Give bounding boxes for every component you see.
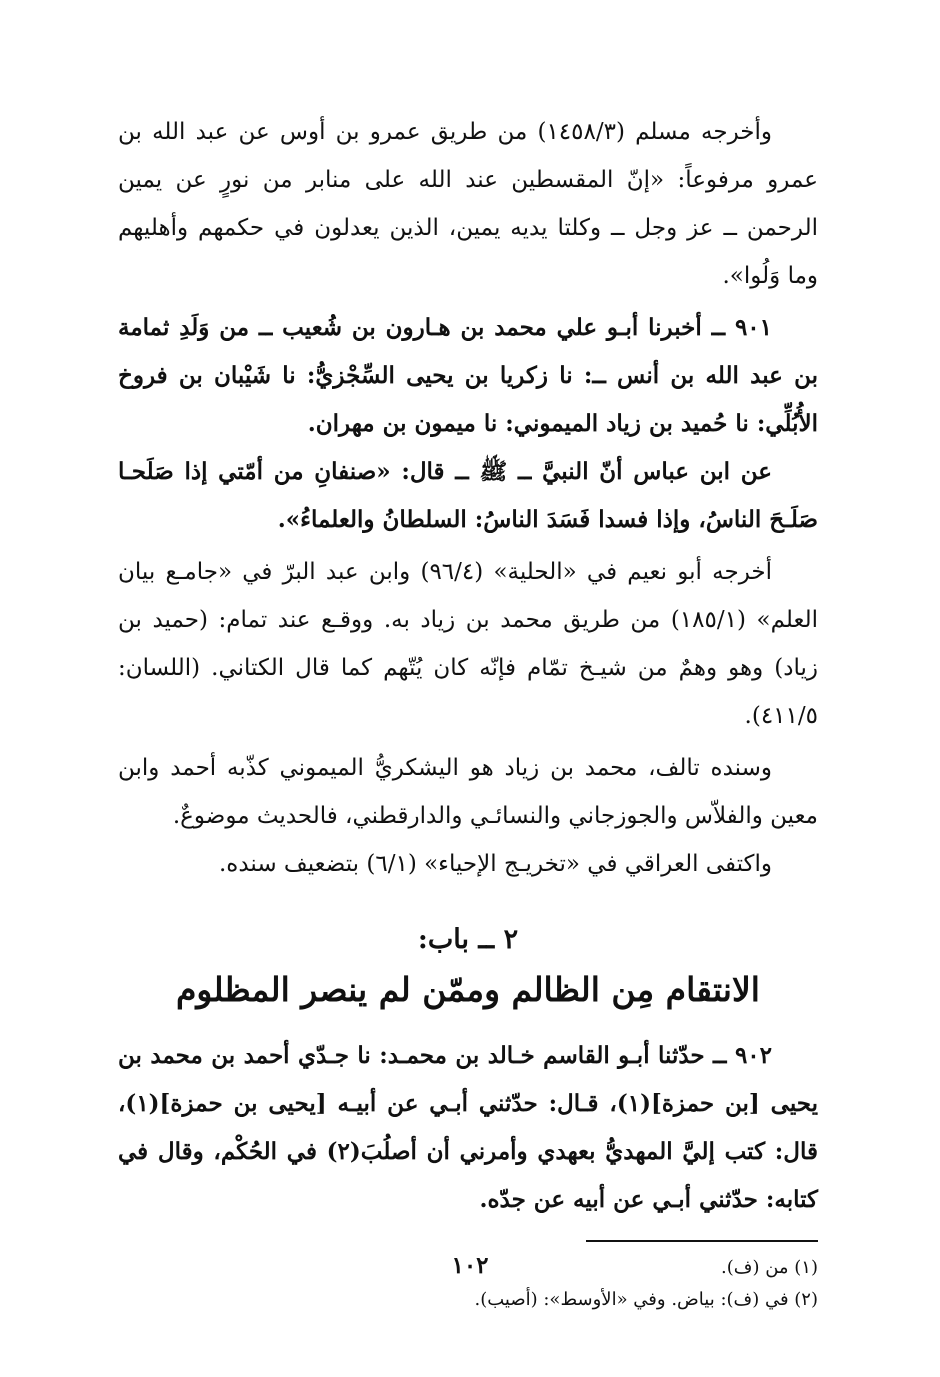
chapter-title: الانتقام مِن الظالم وممّن لم ينصر المظلوم <box>176 970 760 1009</box>
footnote-divider <box>586 1240 818 1242</box>
chapter-number: ٢ ــ باب: <box>417 924 519 955</box>
hadith-901-isnad: ٩٠١ ــ أخبرنا أبـو علي محمد بن هـارون بن شُعيب ــ من وَلَدِ ثمامة بن عبد الله بن أنس ــ: نا زكريا بن يحيى السِّجْزيُّ: نا شَيْبان بن فروخ الأُبُلِّي: نا حُميد بن زياد الميموني: نا ميمون بن مهران. <box>118 314 818 437</box>
paragraph-muslim-takhrij: وأخرجه مسلم (١٤٥٨/٣) من طريق عمرو بن أوس عن عبد الله بن عمرو مرفوعاً: «إنّ المقسطين عند الله على منابر من نورٍ عن يمين الرحمن ــ عز وجل ــ وكلتا يديه يمين، الذين يعدلون في حكمهم وأهليهم وما وَلُوا». <box>118 119 818 289</box>
footnote-1: (١) من (ف). <box>721 1257 818 1278</box>
hadith-901-matn: عن ابن عباس أنّ النبيَّ ــ ﷺ ــ قال: «صنفانِ من أمّتي إذا صَلَحـا صَلَـحَ الناسُ، وإذا فسدا فَسَدَ الناسُ: السلطانُ والعلماءُ». <box>118 458 818 533</box>
paragraph-iraqi: واكتفى العراقي في «تخريـج الإحياء» (٦/١) بتضعيف سنده. <box>218 851 772 877</box>
chapter-heading <box>118 918 818 1018</box>
paragraph-takhrij-abu-nuaym: أخرجه أبو نعيم في «الحلية» (٩٦/٤) وابن عبد البرّ في «جامـع بيان العلم» (١٨٥/١) من طريق محمد بن زياد به. ووقـع عند تمام: (حميد بن زياد) وهو وهمٌ من شيـخ تمّام فإنّه كان يُتّهم كما قال الكتاني. (اللسان: ٤١١/٥). <box>118 559 818 729</box>
page-body <box>118 108 818 1316</box>
footnote-2: (٢) في (ف): بياض. وفي «الأوسط»: (أصيب). <box>474 1289 818 1310</box>
paragraph-sanad-grading: وسنده تالف، محمد بن زياد هو اليشكريُّ الميموني كذّبه أحمد وابن معين والفلاّس والجوزجاني والنسائـي والدارقطني، فالحديث موضوعٌ. <box>118 755 818 829</box>
hadith-902: ٩٠٢ ــ حدّثنا أبـو القاسم خـالد بن محمـد: نا جـدّي أحمد بن محمد بن يحيى [بن حمزة](١)، قـال: حدّثني أبـي عن أبيـه [يحيى بن حمزة](١)، قال: كتب إليَّ المهديُّ بعهدي وأمرني أن أصلُبَ(٢) في الحُكْم، وقال في كتابه: حدّثني أبـي عن أبيه عن جدّه. <box>118 1042 819 1213</box>
page-number: ١٠٢ <box>451 1252 489 1279</box>
